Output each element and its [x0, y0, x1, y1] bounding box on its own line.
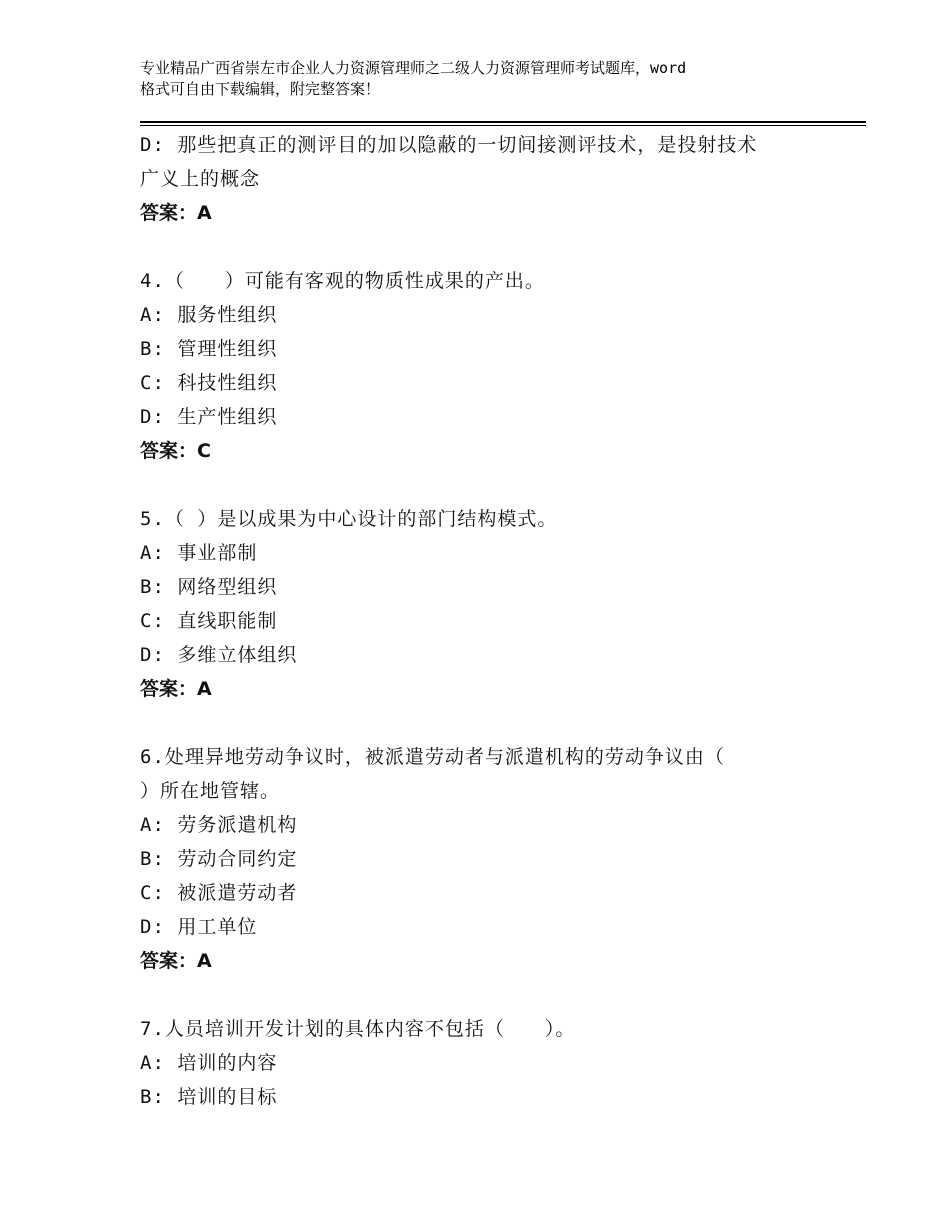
- header-rule-thin: [140, 125, 866, 126]
- option-c: C: 科技性组织: [140, 372, 278, 394]
- answer-label: 答案：A: [140, 950, 212, 972]
- option-a: A: 劳务派遣机构: [140, 814, 298, 836]
- option-b: B: 培训的目标: [140, 1086, 278, 1108]
- answer-label: 答案：A: [140, 678, 212, 700]
- option-b: B: 管理性组织: [140, 338, 278, 360]
- question-3-continued: [140, 128, 830, 230]
- header-rule-thick: [140, 121, 866, 123]
- question-stem: 6.处理异地劳动争议时，被派遣劳动者与派遣机构的劳动争议由（: [140, 746, 725, 768]
- option-d: D: 多维立体组织: [140, 644, 298, 666]
- document-header: [140, 58, 830, 100]
- question-list: [140, 128, 830, 1114]
- option-a: A: 事业部制: [140, 542, 258, 564]
- question-6: [140, 740, 830, 978]
- question-stem-continued: ）所在地管辖。: [140, 780, 281, 802]
- option-d-continued: 广义上的概念: [140, 168, 261, 190]
- spacer: [140, 706, 830, 740]
- question-5: [140, 502, 830, 706]
- option-d: D: 生产性组织: [140, 406, 278, 428]
- option-a: A: 服务性组织: [140, 304, 278, 326]
- question-stem: 5.（ ）是以成果为中心设计的部门结构模式。: [140, 508, 558, 530]
- option-d: D: 那些把真正的测评目的加以隐蔽的一切间接测评技术，是投射技术: [140, 134, 758, 156]
- question-stem: 7.人员培训开发计划的具体内容不包括（ ）。: [140, 1018, 576, 1040]
- option-b: B: 网络型组织: [140, 576, 278, 598]
- option-a: A: 培训的内容: [140, 1052, 278, 1074]
- option-c: C: 被派遣劳动者: [140, 882, 298, 904]
- option-c: C: 直线职能制: [140, 610, 278, 632]
- question-7: [140, 1012, 830, 1114]
- option-b: B: 劳动合同约定: [140, 848, 298, 870]
- option-d: D: 用工单位: [140, 916, 258, 938]
- question-4: [140, 264, 830, 468]
- answer-label: 答案：A: [140, 202, 212, 224]
- spacer: [140, 468, 830, 502]
- spacer: [140, 230, 830, 264]
- spacer: [140, 978, 830, 1012]
- answer-label: 答案：C: [140, 440, 211, 462]
- question-stem: 4.（ ）可能有客观的物质性成果的产出。: [140, 270, 545, 292]
- header-line-1: 专业精品广西省崇左市企业人力资源管理师之二级人力资源管理师考试题库，word: [140, 59, 687, 77]
- header-line-2: 格式可自由下载编辑，附完整答案！: [140, 80, 381, 98]
